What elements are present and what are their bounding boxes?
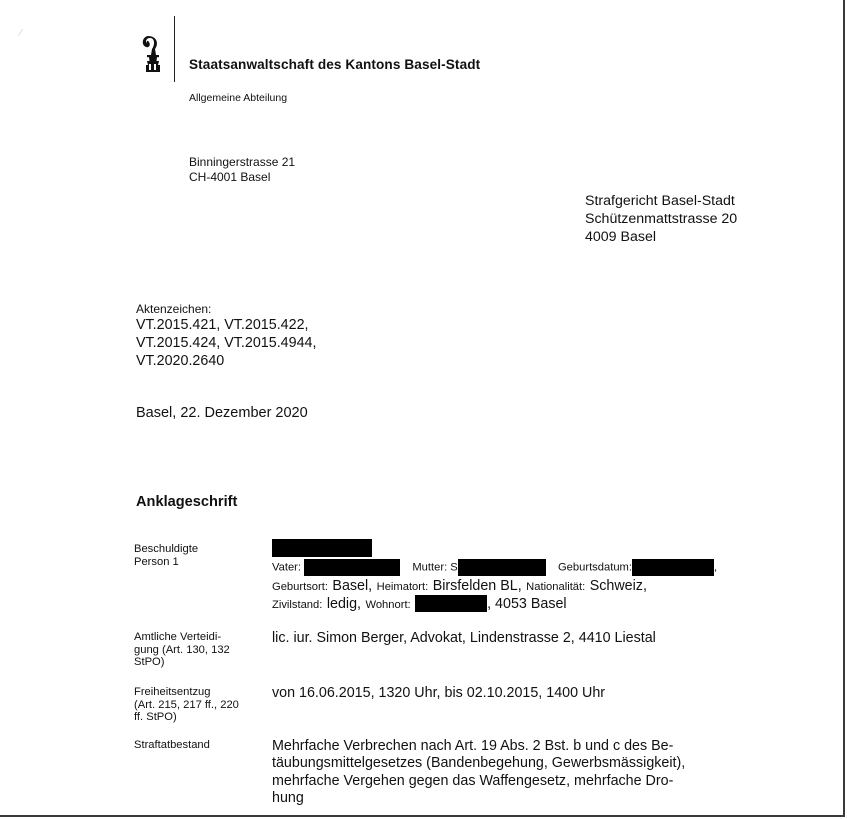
civil-status-value: ledig,: [326, 596, 362, 612]
trailing-comma: ,: [713, 561, 718, 574]
birthplace-label: Geburtsort:: [272, 581, 328, 593]
recipient-address: [585, 192, 737, 246]
redaction-bar: [415, 595, 487, 612]
sender-city: CH-4001 Basel: [189, 170, 271, 184]
defense-label-line: Amtliche Verteidi-: [134, 631, 222, 643]
residence-label: Wohnort:: [365, 599, 411, 611]
detention-label: [134, 686, 239, 724]
detention-label-line: ff. StPO): [134, 711, 177, 723]
detention-label-line: Freiheitsentzug: [134, 686, 211, 698]
mother-label: Mutter:: [412, 561, 448, 574]
offense-line: hung: [272, 789, 304, 806]
recipient-name: Strafgericht Basel-Stadt: [585, 193, 735, 209]
birthplace-value: Basel,: [332, 578, 373, 594]
offense-line: Mehrfache Verbrechen nach Art. 19 Abs. 2 Bst. b und c des Be-: [272, 738, 674, 754]
father-label: Vater:: [272, 561, 302, 574]
defense-value: lic. iur. Simon Berger, Advokat, Lindenstrasse 2, 4410 Liestal: [272, 630, 656, 646]
residence-value: , 4053 Basel: [487, 596, 567, 612]
defense-label: [134, 631, 230, 669]
detention-value: von 16.06.2015, 1320 Uhr, bis 02.10.2015, 1400 Uhr: [272, 685, 606, 701]
document-date: Basel, 22. Dezember 2020: [136, 405, 308, 421]
hometown-value: Birsfelden BL,: [432, 578, 522, 594]
accused-label: [134, 543, 198, 568]
reference-line: VT.2020.2640: [136, 353, 225, 369]
accused-name-row: [272, 539, 372, 557]
birthdate-label: Geburtsdatum:: [557, 561, 632, 574]
document-title: Anklageschrift: [136, 494, 238, 510]
offense-line: mehrfache Vergehen gegen das Waffengesetz, mehrfache Dro-: [272, 772, 674, 789]
reference-numbers: [136, 316, 316, 370]
department-name: Allgemeine Abteilung: [189, 92, 288, 104]
redaction-bar: [458, 559, 546, 576]
header-divider: [174, 16, 175, 82]
organization-name: Staatsanwaltschaft des Kantons Basel-Stadt: [189, 57, 481, 72]
reference-line: VT.2015.421, VT.2015.422,: [136, 317, 309, 333]
defense-label-line: StPO): [134, 656, 165, 668]
redaction-bar: [304, 559, 400, 576]
accused-parents-row: [272, 559, 717, 576]
accused-label-line: Beschuldigte: [134, 543, 199, 555]
basel-crozier-logo: [140, 34, 164, 74]
accused-label-line: Person 1: [134, 555, 179, 568]
offense-description: [272, 738, 685, 807]
accused-origin-row: [272, 577, 647, 595]
offense-line: täubungsmittelgesetzes (Bandenbegehung, Gewerbsmässigkeit),: [272, 755, 686, 772]
hometown-label: Heimatort:: [376, 581, 429, 593]
redaction-bar: [272, 539, 372, 557]
redaction-bar: [632, 559, 714, 576]
accused-status-row: [272, 595, 567, 613]
recipient-city: 4009 Basel: [585, 229, 656, 245]
reference-line: VT.2015.424, VT.2015.4944,: [136, 335, 317, 351]
recipient-street: Schützenmattstrasse 20: [585, 211, 738, 227]
nationality-value: Schweiz,: [589, 578, 647, 594]
sender-street: Binningerstrasse 21: [189, 155, 296, 169]
offense-label: Straftatbestand: [134, 739, 210, 751]
sender-address: [189, 155, 295, 185]
detention-label-line: (Art. 215, 217 ff., 220: [134, 698, 239, 711]
defense-label-line: gung (Art. 130, 132: [134, 643, 230, 656]
scan-artifact: ⁄: [20, 28, 22, 39]
civil-status-label: Zivilstand:: [272, 599, 323, 611]
mother-prefix: S: [450, 561, 458, 574]
nationality-label: Nationalität:: [526, 581, 586, 593]
reference-label: Aktenzeichen:: [136, 302, 212, 316]
